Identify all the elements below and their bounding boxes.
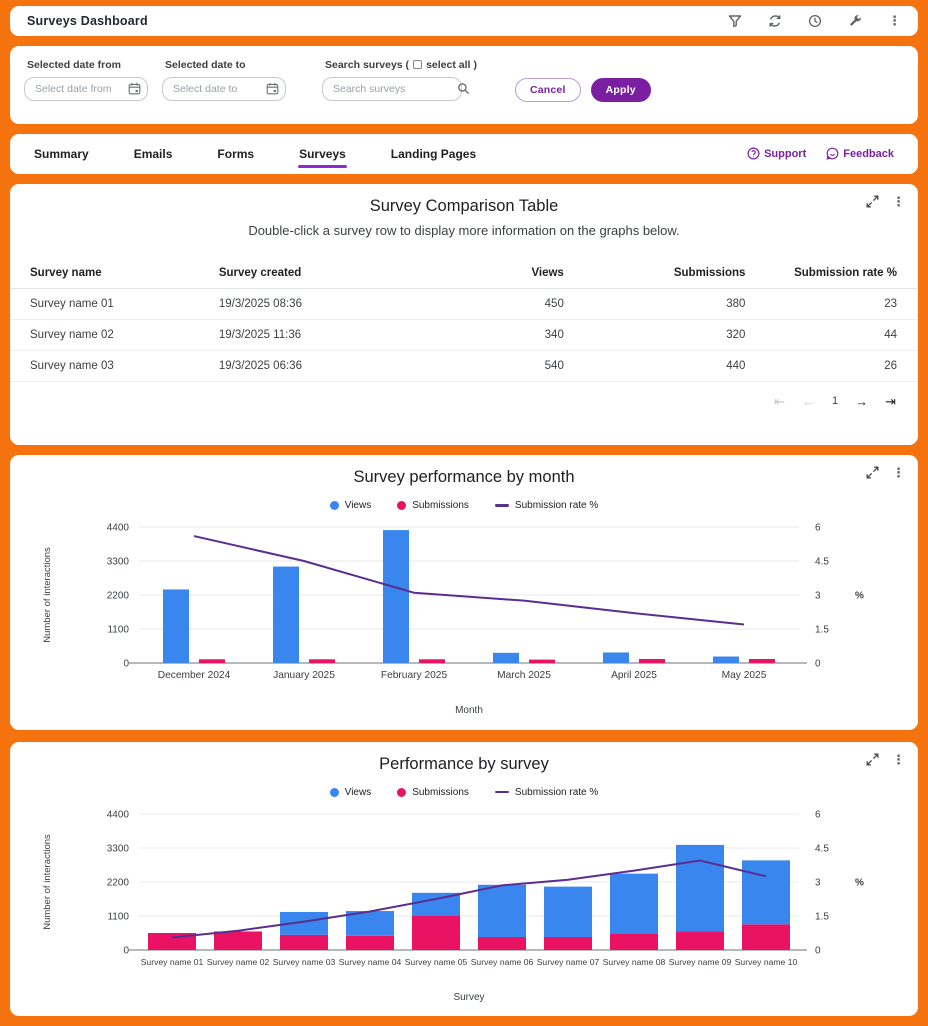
next-page-icon[interactable]: → <box>855 393 869 409</box>
feedback-link[interactable] <box>826 147 894 160</box>
svg-text:January 2025: January 2025 <box>273 670 335 682</box>
table-row[interactable] <box>10 350 918 381</box>
svg-text:1100: 1100 <box>107 624 129 636</box>
legend-label: Submission rate % <box>514 786 599 798</box>
search-label-suffix: ) <box>473 58 477 71</box>
svg-text:0: 0 <box>815 945 821 957</box>
last-page-icon[interactable]: ⇥ <box>885 393 896 409</box>
legend-label: Submission rate % <box>514 500 599 512</box>
svg-text:%: % <box>855 877 864 889</box>
svg-text:1.5: 1.5 <box>815 624 829 636</box>
help-icon <box>747 147 760 160</box>
refresh-icon[interactable] <box>768 14 782 28</box>
svg-text:Month: Month <box>455 705 483 717</box>
topbar-actions <box>728 14 901 28</box>
survey-comparison-card <box>10 184 918 445</box>
legend-line-marker <box>495 791 509 794</box>
expand-icon[interactable] <box>866 195 879 208</box>
svg-text:1100: 1100 <box>107 911 129 923</box>
tabs-right <box>747 147 894 160</box>
legend-label: Submissions <box>412 500 469 512</box>
svg-text:Survey name 10: Survey name 10 <box>734 956 798 967</box>
legend-dot-marker <box>330 501 339 510</box>
page-title: Surveys Dashboard <box>27 13 148 28</box>
table-cell: 320 <box>564 319 746 350</box>
svg-text:Survey name 01: Survey name 01 <box>140 956 204 967</box>
performance-by-month-chart <box>24 513 904 725</box>
date-from-label: Selected date from <box>27 58 121 71</box>
svg-text:3: 3 <box>815 590 821 602</box>
date-to-group <box>162 59 286 101</box>
svg-text:Number of interactions: Number of interactions <box>42 547 53 643</box>
column-header: Submission rate % <box>745 259 918 289</box>
tab-landing-pages[interactable]: Landing Pages <box>390 146 477 161</box>
svg-text:0: 0 <box>815 658 821 670</box>
legend-item[interactable] <box>397 787 469 798</box>
kebab-menu-icon[interactable]: ⋮ <box>888 13 901 29</box>
search-group <box>322 59 477 101</box>
schedule-icon[interactable] <box>808 14 822 28</box>
performance-by-survey-chart <box>24 800 904 1012</box>
table-cell: Survey name 02 <box>10 319 219 350</box>
svg-text:March 2025: March 2025 <box>497 670 551 682</box>
table-cell: 44 <box>745 319 918 350</box>
table-card-title: Survey Comparison Table <box>369 196 559 215</box>
legend-dot-marker <box>330 788 339 797</box>
tab-list <box>34 143 476 165</box>
svg-text:Survey name 07: Survey name 07 <box>536 956 600 967</box>
kebab-menu-icon[interactable]: ⋮ <box>892 193 905 209</box>
filter-bar <box>10 46 918 124</box>
table-cell: 450 <box>419 288 564 319</box>
legend-item[interactable] <box>495 787 598 798</box>
date-from-group <box>24 59 148 101</box>
svg-text:Survey name 08: Survey name 08 <box>602 956 666 967</box>
svg-text:4.5: 4.5 <box>815 843 829 855</box>
svg-text:December 2024: December 2024 <box>157 670 231 682</box>
table-header-row <box>10 259 918 289</box>
survey-comparison-table <box>10 259 918 382</box>
legend-item[interactable] <box>330 787 372 798</box>
svg-text:2200: 2200 <box>106 590 129 602</box>
tab-bar <box>10 134 918 174</box>
table-row[interactable] <box>10 288 918 319</box>
svg-text:3300: 3300 <box>106 556 129 568</box>
previous-page-icon[interactable]: ← <box>801 393 815 409</box>
svg-text:Number of interactions: Number of interactions <box>42 833 53 930</box>
search-input[interactable] <box>322 77 462 101</box>
tab-surveys[interactable]: Surveys <box>299 143 346 165</box>
support-label: Support <box>764 147 807 160</box>
feedback-label: Feedback <box>843 147 894 160</box>
support-link[interactable] <box>747 147 806 160</box>
legend-item[interactable] <box>397 500 469 511</box>
date-to-label: Selected date to <box>165 58 246 71</box>
legend-item[interactable] <box>330 500 372 511</box>
svg-text:Survey name 04: Survey name 04 <box>338 956 402 967</box>
table-cell: Survey name 03 <box>10 350 219 381</box>
table-row[interactable] <box>10 319 918 350</box>
column-header: Survey name <box>10 259 219 289</box>
svg-text:4.5: 4.5 <box>815 556 829 568</box>
table-cell: 19/3/2025 08:36 <box>219 288 419 319</box>
search-label <box>325 59 477 71</box>
tab-summary[interactable]: Summary <box>34 146 89 161</box>
svg-text:Survey name 03: Survey name 03 <box>272 956 336 967</box>
apply-button[interactable]: Apply <box>591 78 651 102</box>
card-actions <box>866 753 905 766</box>
tab-forms[interactable]: Forms <box>217 146 255 161</box>
svg-text:February 2025: February 2025 <box>380 670 448 682</box>
svg-text:2200: 2200 <box>106 877 129 889</box>
expand-icon[interactable] <box>866 753 879 766</box>
feedback-icon <box>826 147 839 160</box>
svg-text:May 2025: May 2025 <box>721 670 767 682</box>
table-cell: 19/3/2025 11:36 <box>219 319 419 350</box>
legend-label: Views <box>344 786 372 798</box>
chart-legend <box>10 787 918 798</box>
cancel-button[interactable]: Cancel <box>515 78 581 102</box>
table-card-subtitle: Double-click a survey row to display more information on the graphs below. <box>248 222 680 238</box>
svg-text:%: % <box>855 590 864 602</box>
select-all-checkbox[interactable] <box>413 60 422 69</box>
calendar-icon[interactable] <box>128 82 141 95</box>
svg-text:4400: 4400 <box>106 809 129 821</box>
legend-label: Views <box>344 500 372 512</box>
table-cell: 19/3/2025 06:36 <box>219 350 419 381</box>
table-cell: 440 <box>564 350 746 381</box>
performance-by-survey-card <box>10 742 918 1016</box>
pagination <box>10 382 918 408</box>
performance-by-month-card <box>10 455 918 729</box>
table-cell: 380 <box>564 288 746 319</box>
svg-text:Survey name 02: Survey name 02 <box>206 956 270 967</box>
svg-text:Survey: Survey <box>453 991 485 1003</box>
svg-text:0: 0 <box>123 658 129 670</box>
kebab-menu-icon[interactable]: ⋮ <box>892 465 905 481</box>
svg-text:0: 0 <box>123 945 129 957</box>
chart-title: Performance by survey <box>379 754 549 773</box>
svg-text:Survey name 05: Survey name 05 <box>404 956 468 967</box>
svg-text:6: 6 <box>815 809 821 821</box>
card-actions <box>866 466 905 479</box>
column-header: Submissions <box>564 259 746 289</box>
column-header: Survey created <box>219 259 419 289</box>
svg-text:3: 3 <box>815 877 821 889</box>
search-icon[interactable] <box>457 82 470 95</box>
table-cell: 23 <box>745 288 918 319</box>
search-label-prefix: Search surveys ( <box>325 58 410 71</box>
chart-title: Survey performance by month <box>353 468 575 487</box>
legend-line-marker <box>495 504 509 507</box>
svg-text:1.5: 1.5 <box>815 911 829 923</box>
chart-legend <box>10 500 918 511</box>
table-cell: 340 <box>419 319 564 350</box>
top-bar <box>10 6 918 36</box>
legend-item[interactable] <box>495 500 598 511</box>
filter-buttons <box>515 78 651 102</box>
table-body <box>10 288 918 381</box>
calendar-icon[interactable] <box>266 82 279 95</box>
filter-icon[interactable] <box>728 14 742 28</box>
svg-text:Survey name 09: Survey name 09 <box>668 956 732 967</box>
legend-label: Submissions <box>412 786 469 798</box>
table-cell: Survey name 01 <box>10 288 219 319</box>
svg-text:6: 6 <box>815 522 821 534</box>
page-number: 1 <box>831 395 839 408</box>
legend-dot-marker <box>397 788 406 797</box>
table-cell: 26 <box>745 350 918 381</box>
svg-text:Survey name 06: Survey name 06 <box>470 956 534 967</box>
first-page-icon[interactable]: ⇤ <box>774 393 785 409</box>
svg-text:3300: 3300 <box>106 843 129 855</box>
column-header: Views <box>419 259 564 289</box>
tab-emails[interactable]: Emails <box>133 146 173 161</box>
table-cell: 540 <box>419 350 564 381</box>
svg-text:April 2025: April 2025 <box>611 670 657 682</box>
legend-dot-marker <box>397 501 406 510</box>
card-actions <box>866 195 905 208</box>
svg-text:4400: 4400 <box>106 522 129 534</box>
expand-icon[interactable] <box>866 466 879 479</box>
tools-icon[interactable] <box>848 14 862 28</box>
kebab-menu-icon[interactable]: ⋮ <box>892 751 905 767</box>
select-all-label: select all <box>426 58 471 71</box>
